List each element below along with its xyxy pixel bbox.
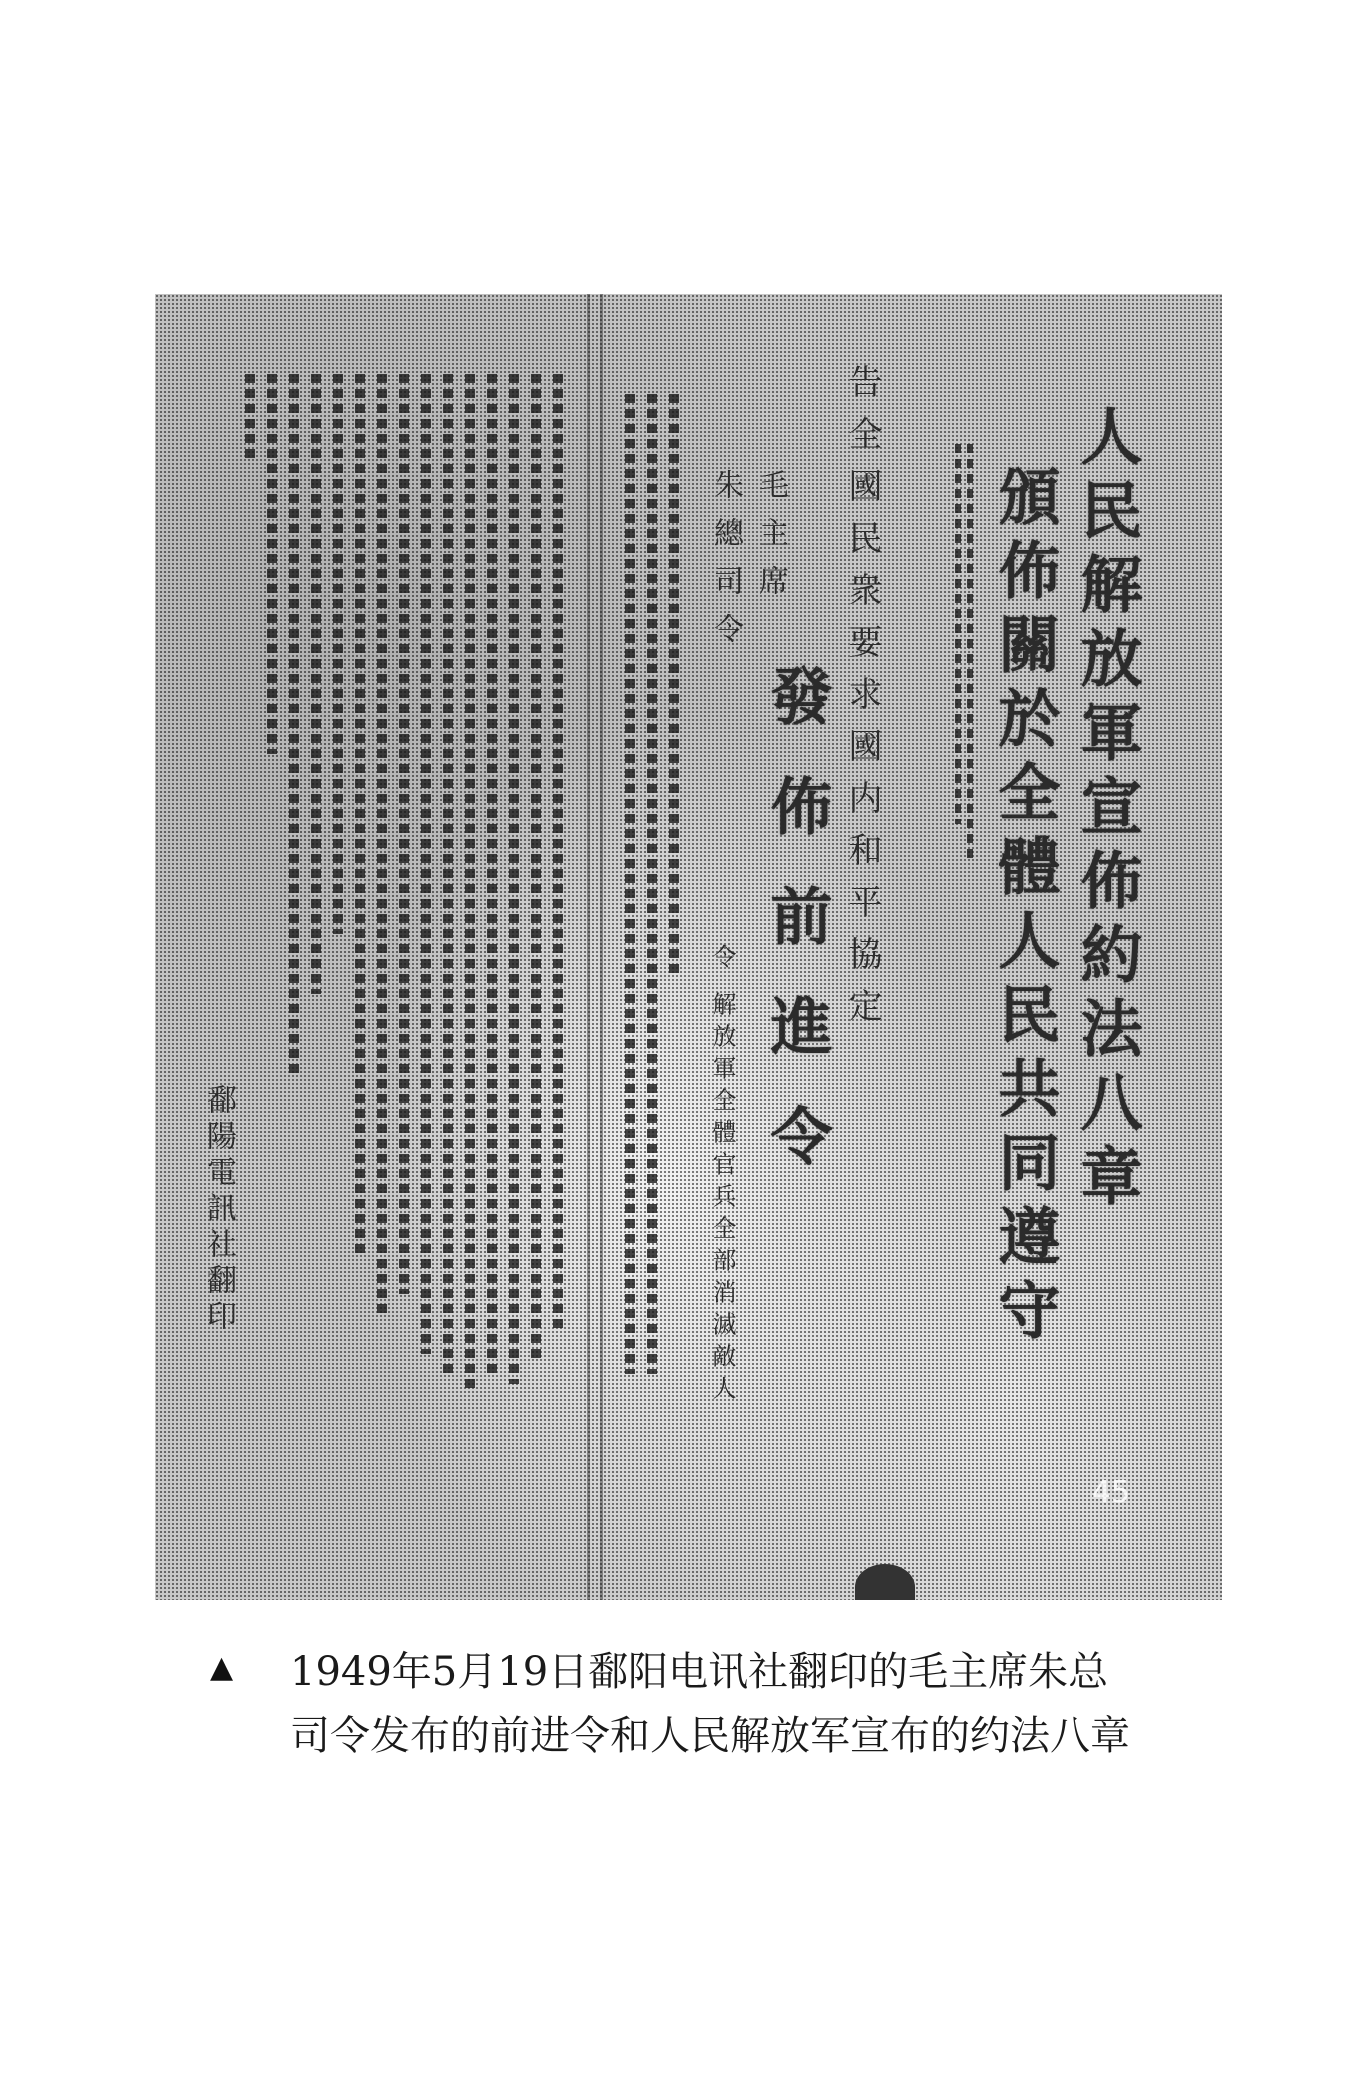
body-text-column [421,374,431,1354]
body-text-column [443,374,453,1374]
body-text-column [267,374,277,754]
body-text-column [355,374,365,1254]
newspaper-photo [155,294,1222,1600]
body-text-column [967,444,973,864]
headline-eight-articles: 人民解放軍宣佈約法八章 [1070,404,1143,1218]
body-text-column [333,374,343,934]
body-text-column [531,374,541,1364]
body-text-column [955,444,961,824]
body-text-column [509,374,519,1384]
column-rule [587,294,590,1600]
page-number: 45 [1091,1475,1130,1510]
subhead-peace-agreement: 告全國民衆要求國内和平協定 [842,364,882,1040]
caption [210,1640,1170,1768]
ink-blot [855,1564,915,1600]
body-text-column [311,374,321,994]
subhead-chairman: 毛主席 [753,469,788,613]
body-text-column [647,394,657,1374]
headline-sub: 頒佈關於全體人民共同遵守 [988,464,1061,1352]
body-text-column [245,374,255,464]
column-rule [600,294,603,1600]
body-text-column [553,374,563,1334]
subhead-commander: 朱總司令 [708,469,743,661]
headline-advance-order: 發佈前進令 [760,664,833,1214]
body-text-column [289,374,299,1074]
caption-text: 1949年5月19日鄱阳电讯社翻印的毛主席朱总司令发布的前进令和人民解放军宣布的约法八章 [290,1649,1130,1759]
subhead-command: 令 解放軍全體官兵全部消滅敵人 [708,944,736,1408]
body-text-column [399,374,409,1294]
body-text-column [625,394,635,1374]
body-text-column [377,374,387,1314]
body-text-column [669,394,679,974]
imprint-text: 鄱陽電訊社翻印 [201,1084,236,1336]
body-text-column [465,374,475,1394]
triangle-icon: ▲ [210,1650,234,1685]
body-text-column [487,374,497,1374]
